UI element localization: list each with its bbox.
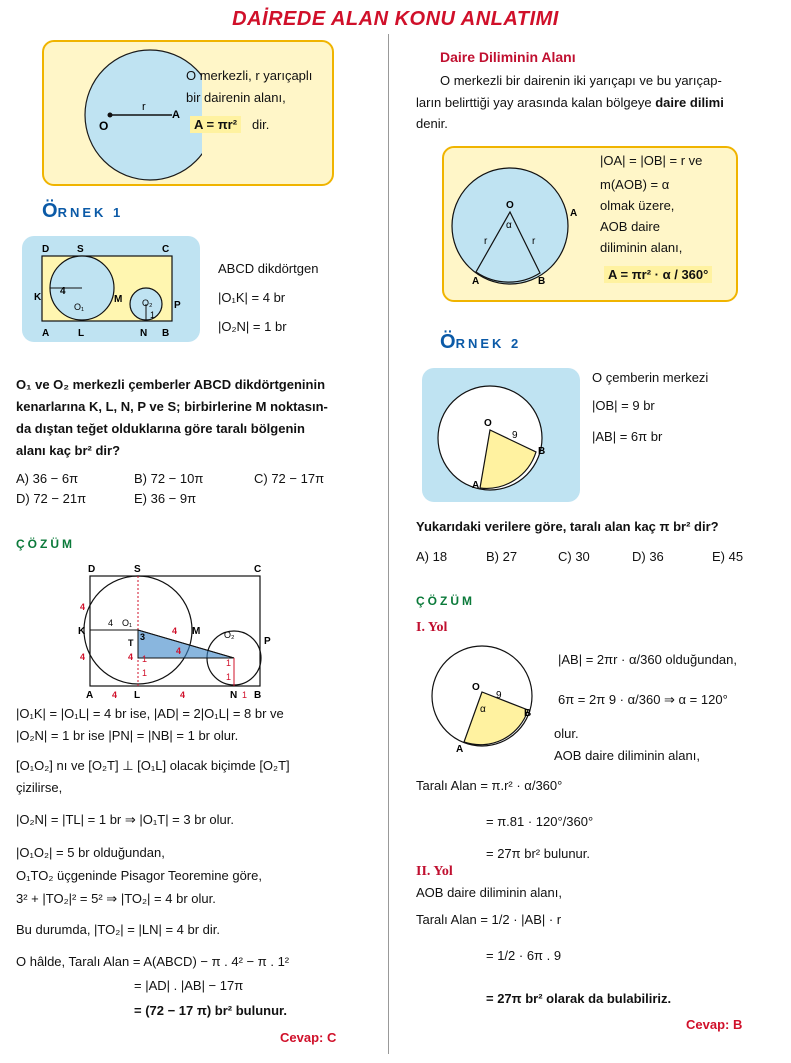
intro-circle-figure — [42, 40, 202, 182]
ornek2-choice-a: A) 18 — [416, 549, 448, 564]
intro-label-o: O — [99, 119, 109, 133]
o2-label-9: 9 — [512, 430, 518, 441]
cozum2-yol1-line-5: Taralı Alan = π.r² · α/360° — [416, 778, 563, 793]
ornek1-question-3: da dıştan teğet olduklarına göre taralı bölgenin — [16, 421, 305, 436]
ornek1-figure — [22, 236, 200, 342]
dilim-text-3: denir. — [416, 116, 448, 131]
cozum1-figure — [76, 562, 276, 700]
cozum1-line-5: |O₂N| = |TL| = 1 br ⇒ |O₁T| = 3 br olur. — [16, 812, 234, 827]
o1-label-m: M — [114, 294, 123, 305]
o1-label-b: B — [162, 328, 170, 339]
ornek2-choice-d: D) 36 — [632, 549, 664, 564]
intro-label-a: A — [172, 109, 180, 121]
dilim-text-2: ların belirttiği yay arasında kalan bölgeye daire dilimi — [416, 95, 724, 110]
dilim-text-1: O merkezli bir dairenin iki yarıçapı ve bu yarıçap- — [440, 73, 722, 88]
c1-label-l: L — [134, 690, 141, 700]
o1-label-n: N — [140, 328, 148, 339]
cozum2-yol1-line-4: AOB daire diliminin alanı, — [554, 748, 700, 763]
ornek1-heading: ÖRNEK 1 — [42, 200, 124, 222]
cozum2-yol1: I. Yol — [416, 620, 448, 635]
c2-label-a: A — [456, 744, 464, 755]
c1-label-o1: O₁ — [122, 618, 133, 628]
c1-label-1b: 1 — [142, 668, 148, 678]
c1-label-4b: 4 — [80, 652, 86, 662]
c1-label-4ln: 4 — [180, 690, 186, 700]
c1-label-1a: 1 — [142, 654, 148, 664]
cozum1-line-3: [O₁O₂] nı ve [O₂T] ⊥ [O₁L] olacak biçimde [O₂T] — [16, 758, 290, 773]
cozum1-line-1: |O₁K| = |O₁L| = 4 br ise, |AD| = 2|O₁L| = 8 br ve — [16, 706, 284, 721]
cozum2-yol2-line-2: Taralı Alan = 1/2 · |AB| · r — [416, 912, 562, 927]
c2-label-9: 9 — [496, 690, 502, 701]
dilim-box-line-3: olmak üzere, — [600, 198, 675, 213]
o1-label-p: P — [174, 300, 181, 311]
ornek2-heading: ÖRNEK 2 — [440, 331, 522, 353]
cozum1-line-4: çizilirse, — [16, 780, 63, 795]
ornek2-given-1: O çemberin merkezi — [592, 370, 709, 385]
cozum1-line-10: O hâlde, Taralı Alan = A(ABCD) − π . 4² − π . 1² — [16, 954, 290, 969]
c2-label-alpha: α — [480, 704, 486, 715]
intro-label-r: r — [142, 101, 146, 113]
c1-label-n: N — [230, 690, 238, 700]
cozum2-yol2-line-3: = 1/2 · 6π . 9 — [486, 948, 562, 963]
ornek-logo-icon: Ö — [440, 331, 456, 353]
c1-label-4al: 4 — [112, 690, 118, 700]
cozum2-yol1-line-3: olur. — [554, 726, 579, 741]
c1-label-b: B — [254, 690, 262, 700]
c1-label-s: S — [134, 564, 141, 575]
ornek2-figure — [422, 368, 580, 502]
ornek1-given-2: |O₁K| = 4 br — [218, 290, 286, 305]
ornek1-choice-d: D) 72 − 21π — [16, 491, 87, 506]
c1-label-3: 3 — [140, 632, 146, 642]
page-title: DAİREDE ALAN KONU ANLATIMI — [232, 8, 559, 30]
ornek1-choice-e: E) 36 − 9π — [134, 491, 197, 506]
cozum1-line-9: Bu durumda, |TO₂| = |LN| = 4 br dir. — [16, 922, 221, 937]
c1-label-1nb: 1 — [242, 690, 248, 700]
intro-text-1: O merkezli, r yarıçaplı — [186, 68, 313, 83]
cozum1-line-7: O₁TO₂ üçgeninde Pisagor Teoremine göre, — [16, 868, 262, 883]
ornek1-question-1: O₁ ve O₂ merkezli çemberler ABCD dikdörtgeninin — [16, 377, 326, 392]
o2-label-a: A — [472, 480, 480, 491]
cozum1-line-11: = |AD| . |AB| − 17π — [134, 978, 244, 993]
cozum2-yol2: II. Yol — [416, 864, 453, 879]
dilim-label-o: O — [506, 200, 514, 211]
c1-label-a: A — [86, 690, 94, 700]
intro-suffix: dir. — [252, 117, 270, 132]
dilim-box-line-5: diliminin alanı, — [600, 240, 683, 255]
cozum1-answer: Cevap: C — [280, 1030, 337, 1045]
o1-label-c: C — [162, 244, 170, 255]
dilim-box-line-1: |OA| = |OB| = r ve — [600, 153, 703, 168]
ornek2-choice-e: E) 45 — [712, 549, 744, 564]
ornek2-question: Yukarıdaki verilere göre, taralı alan kaç π br² dir? — [416, 519, 719, 534]
cozum1-line-2: |O₂N| = 1 br ise |PN| = |NB| = 1 br olur. — [16, 728, 239, 743]
o2-label-b: B — [538, 446, 546, 457]
c1-label-t: T — [128, 638, 134, 648]
dilim-heading: Daire Diliminin Alanı — [440, 49, 576, 65]
c1-label-4a: 4 — [80, 602, 86, 612]
c1-label-1c: 1 — [226, 658, 232, 668]
column-divider — [388, 34, 389, 1054]
ornek1-choice-b: B) 72 − 10π — [134, 471, 204, 486]
o1-label-a: A — [42, 328, 50, 339]
o1-label-k: K — [34, 292, 42, 303]
cozum1-line-6: |O₁O₂| = 5 br olduğundan, — [16, 845, 165, 860]
ornek1-choice-c: C) 72 − 17π — [254, 471, 325, 486]
dilim-label-r2: r — [532, 236, 536, 247]
c2-label-b: B — [524, 708, 532, 719]
o1-label-d: D — [42, 244, 50, 255]
ornek2-given-2: |OB| = 9 br — [592, 398, 655, 413]
ornek1-choice-a: A) 36 − 6π — [16, 471, 79, 486]
c2-label-o: O — [472, 682, 480, 693]
dilim-formula: A = πr² · α / 360° — [604, 266, 712, 283]
dilim-label-b: B — [538, 276, 546, 287]
cozum2-heading: ÇÖZÜM — [416, 594, 475, 608]
c1-label-k: K — [78, 626, 86, 637]
c1-label-4m2: 4 — [176, 646, 182, 656]
c1-label-p: P — [264, 636, 271, 647]
intro-formula: A = πr² — [190, 116, 241, 133]
ornek1-given-1: ABCD dikdörtgen — [218, 261, 319, 276]
c1-label-4o1: 4 — [108, 618, 114, 628]
ornek2-given-3: |AB| = 6π br — [592, 429, 663, 444]
ornek1-question-4: alanı kaç br² dir? — [16, 443, 121, 458]
cozum2-yol1-line-6: = π.81 · 120°/360° — [486, 814, 594, 829]
cozum2-figure — [420, 640, 544, 758]
c1-label-d: D — [88, 564, 96, 575]
o1-label-l: L — [78, 328, 85, 339]
cozum2-answer: Cevap: B — [686, 1017, 743, 1032]
dilim-figure — [442, 146, 592, 298]
o1-label-s: S — [77, 244, 84, 255]
cozum2-yol1-line-1: |AB| = 2πr · α/360 olduğundan, — [558, 652, 737, 667]
o1-label-4: 4 — [60, 286, 66, 297]
intro-text-2: bir dairenin alanı, — [186, 90, 286, 105]
cozum2-yol2-line-1: AOB daire diliminin alanı, — [416, 885, 562, 900]
c1-label-c: C — [254, 564, 262, 575]
ornek2-choice-c: C) 30 — [558, 549, 590, 564]
dilim-box-line-2: m(AOB) = α — [600, 177, 670, 192]
o1-label-o2: O₂ — [142, 298, 153, 308]
dilim-label-alpha: α — [506, 220, 512, 231]
dilim-box-line-4: AOB daire — [600, 219, 660, 234]
cozum1-line-12: = (72 − 17 π) br² bulunur. — [134, 1003, 287, 1018]
c1-label-o2: O₂ — [224, 630, 235, 640]
c1-label-m: M — [192, 626, 201, 637]
cozum1-line-8: 3² + |TO₂|² = 5² ⇒ |TO₂| = 4 br olur. — [16, 891, 216, 906]
c1-label-4tl: 4 — [128, 652, 134, 662]
ornek2-choice-b: B) 27 — [486, 549, 518, 564]
c1-label-4m1: 4 — [172, 626, 178, 636]
dilim-label-a: A — [472, 276, 480, 287]
c1-label-1d: 1 — [226, 672, 232, 682]
ornek1-given-3: |O₂N| = 1 br — [218, 319, 287, 334]
o2-label-o: O — [484, 418, 492, 429]
cozum2-yol2-line-4: = 27π br² olarak da bulabiliriz. — [486, 991, 672, 1006]
ornek1-question-2: kenarlarına K, L, N, P ve S; birbirlerine M noktasın- — [16, 399, 328, 414]
ornek-logo-icon: Ö — [42, 200, 58, 222]
cozum2-yol1-line-2: 6π = 2π 9 · α/360 ⇒ α = 120° — [558, 692, 728, 707]
o1-label-1: 1 — [150, 310, 156, 320]
o1-label-o1: O₁ — [74, 302, 85, 312]
dilim-label-a-top: A — [570, 208, 578, 219]
dilim-label-r1: r — [484, 236, 488, 247]
cozum2-yol1-line-7: = 27π br² bulunur. — [486, 846, 591, 861]
cozum1-heading: ÇÖZÜM — [16, 537, 75, 551]
